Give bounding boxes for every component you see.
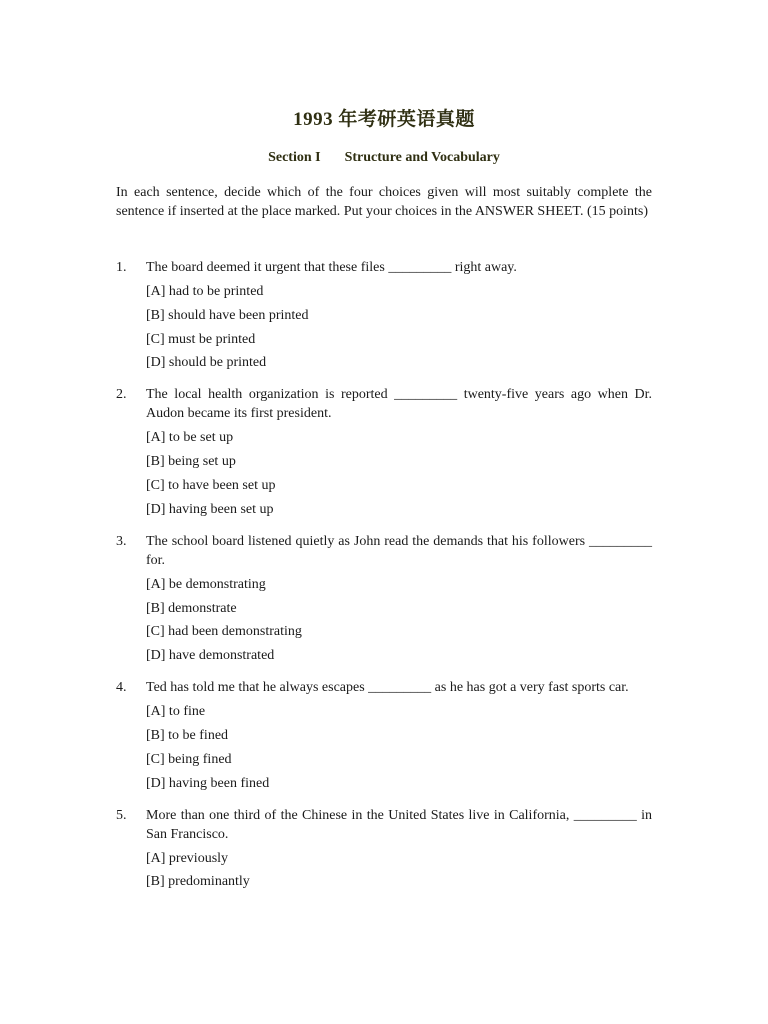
question-item xyxy=(116,806,652,892)
question-item xyxy=(116,258,652,372)
section-name: Structure and Vocabulary xyxy=(344,150,500,165)
option-b: [B] should have been printed xyxy=(146,307,309,323)
section-number: Section I xyxy=(268,150,321,165)
option-list xyxy=(146,702,652,792)
option-c: [C] being fined xyxy=(146,751,232,767)
option-a: [A] had to be printed xyxy=(146,284,264,299)
question-list xyxy=(116,258,652,904)
option-d: [D] having been fined xyxy=(146,775,270,791)
option-list xyxy=(146,575,652,665)
option-list xyxy=(146,849,652,892)
option-list xyxy=(146,428,652,518)
question-number: 5. xyxy=(116,807,127,823)
option-d: [D] having been set up xyxy=(146,501,274,517)
question-number: 2. xyxy=(116,387,127,403)
question-item xyxy=(116,532,652,665)
option-a: [A] to fine xyxy=(146,704,206,720)
question-stem: The school board listened quietly as John read the demands that his followers _________ for. xyxy=(146,533,652,568)
page-title: 1993 年考研英语真题 xyxy=(293,109,475,130)
option-c: [C] had been demonstrating xyxy=(146,624,302,640)
option-list xyxy=(146,282,652,372)
option-c: [C] to have been set up xyxy=(146,477,276,493)
option-b: [B] demonstrate xyxy=(146,600,237,616)
question-stem: The board deemed it urgent that these files _________ right away. xyxy=(146,260,517,275)
question-stem: More than one third of the Chinese in the United States live in California, _________ in San Francisco. xyxy=(146,807,652,842)
question-stem: The local health organization is reported _________ twenty-five years ago when Dr. Audon became its first president. xyxy=(146,387,652,422)
option-a: [A] to be set up xyxy=(146,430,234,446)
question-stem: Ted has told me that he always escapes _________ as he has got a very fast sports car. xyxy=(146,680,629,696)
question-number: 4. xyxy=(116,680,127,696)
option-d: [D] should be printed xyxy=(146,355,267,371)
option-b: [B] being set up xyxy=(146,454,236,470)
option-a: [A] previously xyxy=(146,850,229,866)
option-a: [A] be demonstrating xyxy=(146,576,266,592)
question-item xyxy=(116,678,652,792)
question-number: 1. xyxy=(116,260,127,275)
option-d: [D] have demonstrated xyxy=(146,648,275,664)
option-b: [B] to be fined xyxy=(146,727,229,743)
option-b: [B] predominantly xyxy=(146,874,250,890)
instructions-paragraph: In each sentence, decide which of the four choices given will most suitably complete the sentence if inserted at the place marked. Put your choices in the ANSWER SHEET. (15 points) xyxy=(116,185,652,219)
question-item xyxy=(116,385,652,518)
question-number: 3. xyxy=(116,533,127,549)
section-heading xyxy=(0,150,768,166)
option-c: [C] must be printed xyxy=(146,331,256,347)
